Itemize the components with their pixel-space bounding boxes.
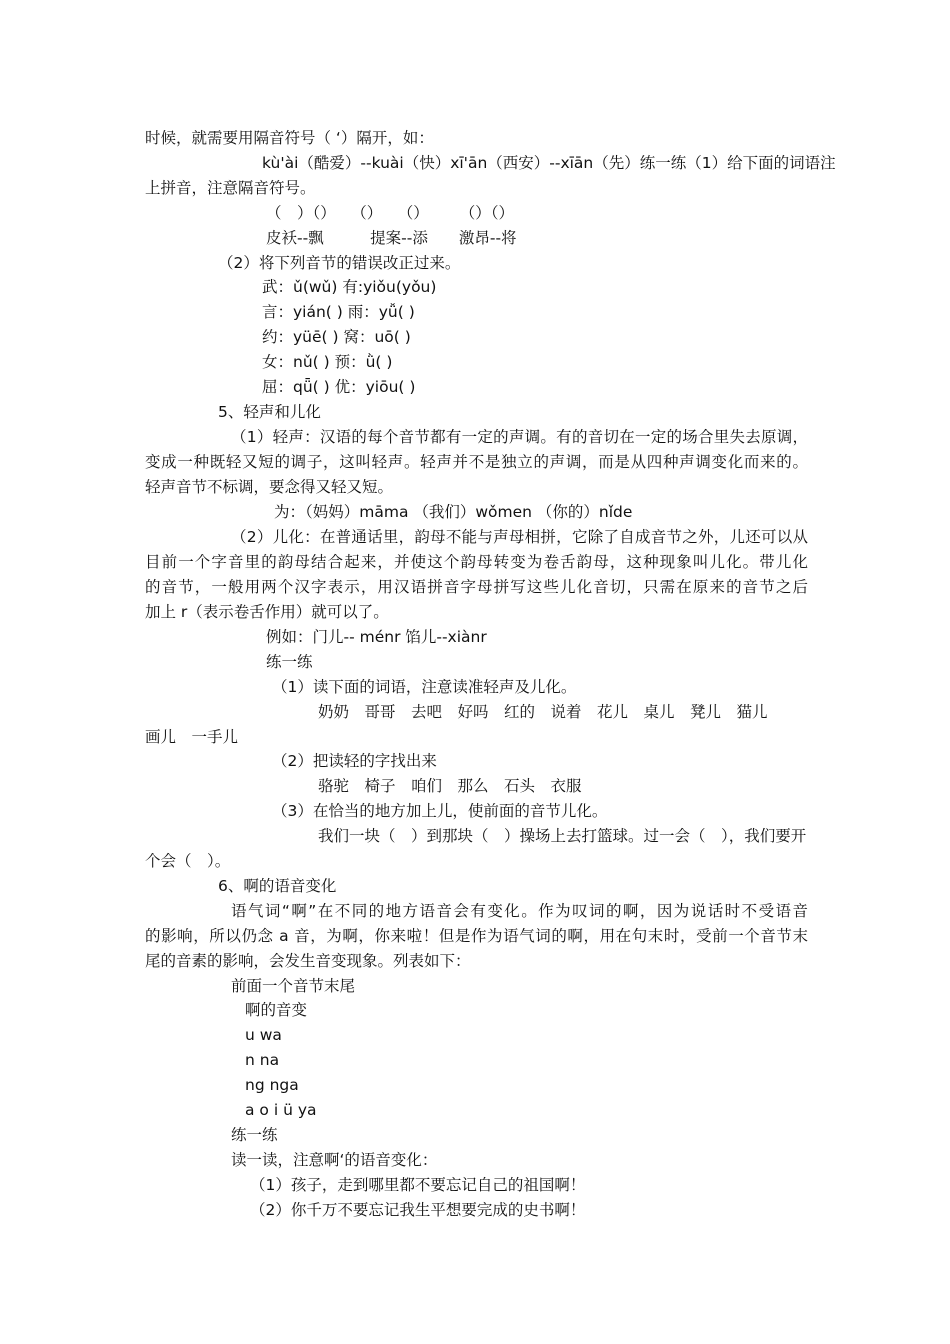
word-list: 奶奶 哥哥 去吧 好吗 红的 说着 花儿 桌儿 凳儿 猫儿 xyxy=(318,703,768,721)
text-line: kù'ài（酷爱）--kuài（快）xī'ān（西安）--xīān（先）练一练（1）给下面的词语注 xyxy=(262,154,836,172)
paragraph-line: 轻声音节不标调，要念得又轻又短。 xyxy=(145,478,394,496)
blank-brackets: （ ）（） （） （） （）（） xyxy=(266,204,515,222)
text-line: 屈：qǖ( ) 优：yiōu( ) xyxy=(262,378,416,396)
table-row: n na xyxy=(245,1051,280,1069)
text-line: 女：nǔ( ) 预：ǜ( ) xyxy=(262,353,393,371)
text-line: 读一读，注意啊‘的语音变化： xyxy=(231,1151,438,1169)
table-row: u wa xyxy=(245,1026,282,1044)
exercise-heading: 练一练 xyxy=(231,1126,278,1144)
paragraph-line: 的影响，所以仍念 a 音，为啊，你来啦！但是作为语气词的啊，用在句末时，受前一个音节末 xyxy=(145,927,808,945)
paragraph-line: 加上 r（表示卷舌作用）就可以了。 xyxy=(145,603,389,621)
text-line: 言：yián( ) 雨：yǚ( ) xyxy=(262,303,415,321)
text-line: 时候，就需要用隔音符号（ ‘）隔开，如： xyxy=(145,129,434,147)
exercise-item: （3）在恰当的地方加上儿，使前面的音节儿化。 xyxy=(272,802,608,820)
section-heading: 5、轻声和儿化 xyxy=(218,403,321,421)
text-line: 个会（ ）。 xyxy=(145,852,231,870)
paragraph-line: 变成一种既轻又短的调子，这叫轻声。轻声并不是独立的声调，而是从四种声调变化而来的。 xyxy=(145,453,808,471)
text-line: 约：yüē( ) 窝：uō( ) xyxy=(262,328,411,346)
example-line: 为：（妈妈）māma （我们）wǒmen （你的）nǐde xyxy=(274,503,633,521)
exercise-item: （2）把读轻的字找出来 xyxy=(272,752,437,770)
section-heading: 6、啊的语音变化 xyxy=(218,877,337,895)
example-line: 例如：门儿-- ménr 馅儿--xiànr xyxy=(266,628,487,646)
table-header: 前面一个音节末尾 xyxy=(231,977,356,995)
text-line: 上拼音，注意隔音符号。 xyxy=(145,179,316,197)
exercise-item: （1）孩子，走到哪里都不要忘记自己的祖国啊！ xyxy=(250,1176,586,1194)
text-line: 武：ǔ(wǔ) 有:yiǒu(yǒu) xyxy=(262,278,437,296)
exercise-heading: 练一练 xyxy=(266,653,313,671)
exercise-item: （2）你千万不要忘记我生平想要完成的史书啊！ xyxy=(250,1201,586,1219)
exercise-item: （1）读下面的词语，注意读准轻声及儿化。 xyxy=(272,678,577,696)
word-list: 画儿 一手儿 xyxy=(145,728,239,746)
text-line: 皮袄--飘 提案--添 激昂--将 xyxy=(266,229,517,247)
exercise-item: （2）将下列音节的错误改正过来。 xyxy=(218,254,461,272)
paragraph-line: （2）儿化：在普通话里，韵母不能与声母相拼，它除了自成音节之外，儿还可以从 xyxy=(231,528,808,546)
table-row: ng nga xyxy=(245,1076,299,1094)
paragraph-line: 尾的音素的影响，会发生音变现象。列表如下： xyxy=(145,952,471,970)
text-line: 我们一块（ ）到那块（ ）操场上去打篮球。过一会（ ），我们要开 xyxy=(318,827,807,845)
paragraph-line: 目前一个字音里的韵母结合起来，并使这个韵母转变为卷舌韵母，这种现象叫儿化。带儿化 xyxy=(145,553,808,571)
table-row: a o i ü ya xyxy=(245,1101,317,1119)
paragraph-line: 的音节，一般用两个汉字表示，用汉语拼音字母拼写这些儿化音切，只需在原来的音节之后 xyxy=(145,578,808,596)
word-list: 骆驼 椅子 咱们 那么 石头 衣服 xyxy=(318,777,582,795)
paragraph-line: 语气词“啊”在不同的地方语音会有变化。作为叹词的啊，因为说话时不受语音 xyxy=(231,902,808,920)
paragraph-line: （1）轻声：汉语的每个音节都有一定的声调。有的音切在一定的场合里失去原调， xyxy=(231,428,808,446)
table-header: 啊的音变 xyxy=(245,1001,308,1019)
